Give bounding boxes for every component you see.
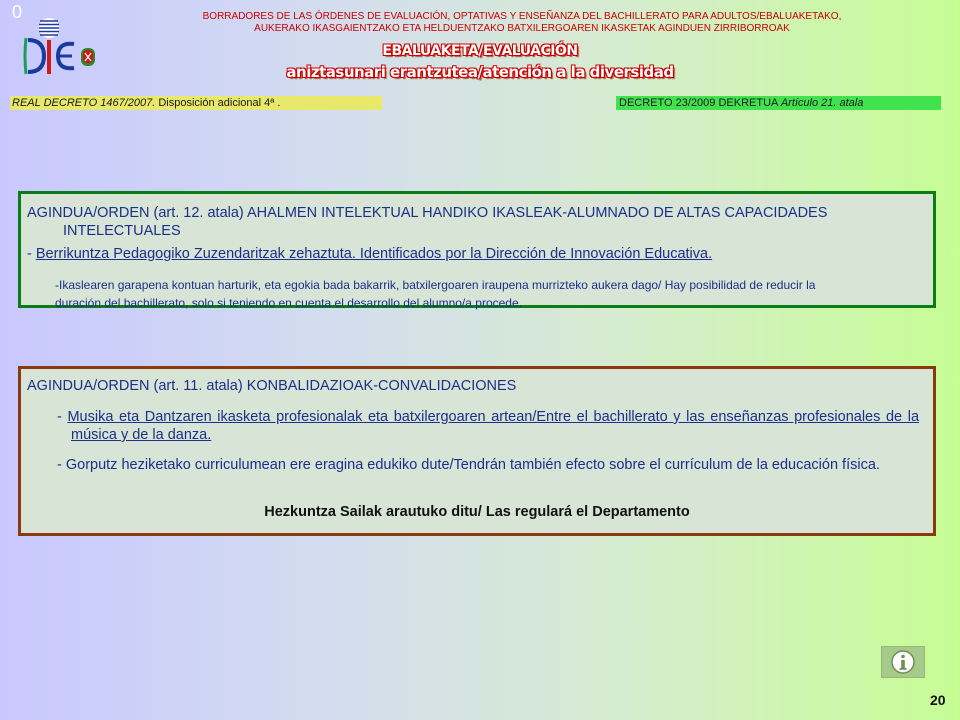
box2-item-educacion-fisica	[43, 456, 919, 474]
box2-item1-text: Musika eta Dantzaren ikasketa profesionalak eta batxilergoaren artean/Entre el bachillerato y las enseñanzas profesionales de la música y de la danza.	[67, 409, 920, 443]
box1-item2-line2: duración del bachillerato, solo si teniendo en cuenta el desarrollo del alumno/a procede.	[55, 296, 522, 310]
ref-right-plain: DECRETO 23/2009 DEKRETUA	[619, 97, 781, 109]
box2-final-note: Hezkuntza Sailak arautuko ditu/ Las regulará el Departamento	[264, 504, 690, 520]
info-button[interactable]	[881, 646, 925, 678]
box1-item1-text: Berrikuntza Pedagogiko Zuzendaritzak zehaztuta. Identificados por la Dirección de Innovación Educativa.	[35, 246, 713, 262]
ref-right-italic: Artículo 21. atala	[780, 97, 864, 109]
box1-heading-line2: INTELECTUALES	[63, 223, 181, 239]
bullet-dash: -	[27, 246, 36, 262]
box1-heading	[27, 204, 927, 240]
box2-item-musica	[43, 408, 919, 444]
convalidaciones-box	[18, 366, 936, 536]
box2-item2-text: - Gorputz heziketako curriculumean ere eragina edukiko dute/Tendrán también efecto sobre el currículum de la educación física.	[57, 457, 880, 473]
box2-heading: AGINDUA/ORDEN (art. 11. atala) KONBALIDAZIOAK-CONVALIDACIONES	[27, 378, 517, 394]
altas-capacidades-box	[18, 191, 936, 308]
info-icon	[882, 647, 924, 677]
box1-item2-line1: -Ikaslearen garapena kontuan harturik, eta egokia bada bakarrik, batxilergoaren iraupena murrizteko aukera dago/ Hay posibilidad de reducir la	[55, 278, 816, 292]
page-number: 20	[930, 692, 946, 708]
title-evaluacion: EBALUAKETA/EVALUACIÓN	[382, 43, 578, 59]
ref-left-rest: Disposición adicional 4ª .	[155, 97, 281, 109]
slide-number-top: 0	[12, 2, 23, 22]
box1-item-duracion	[55, 276, 915, 312]
box1-item-identificados	[27, 245, 927, 263]
header-line-2: AUKERAKO IKASGAIENTZAKO ETA HELDUENTZAKO BATXILERGOAREN IKASKETAK AGINDUEN ZIRRIBORROAK	[254, 23, 790, 34]
ref-left-italic: REAL DECRETO 1467/2007.	[12, 97, 156, 109]
box1-heading-line1: AGINDUA/ORDEN (art. 12. atala) AHALMEN INTELEKTUAL HANDIKO IKASLEAK-ALUMNADO DE ALTAS CAPACIDADES	[27, 205, 828, 221]
title-diversidad: aniztasunari erantzutea/atención a la diversidad	[286, 63, 674, 81]
bullet-dash: -	[57, 409, 68, 425]
ref-real-decreto	[10, 96, 382, 110]
ref-decreto	[616, 96, 941, 110]
header-text	[150, 11, 894, 35]
header-line-1: BORRADORES DE LAS ÓRDENES DE EVALUACIÓN, OPTATIVAS Y ENSEÑANZA DEL BACHILLERATO PARA ADULTOS/EBALUAKETAKO,	[202, 11, 842, 22]
